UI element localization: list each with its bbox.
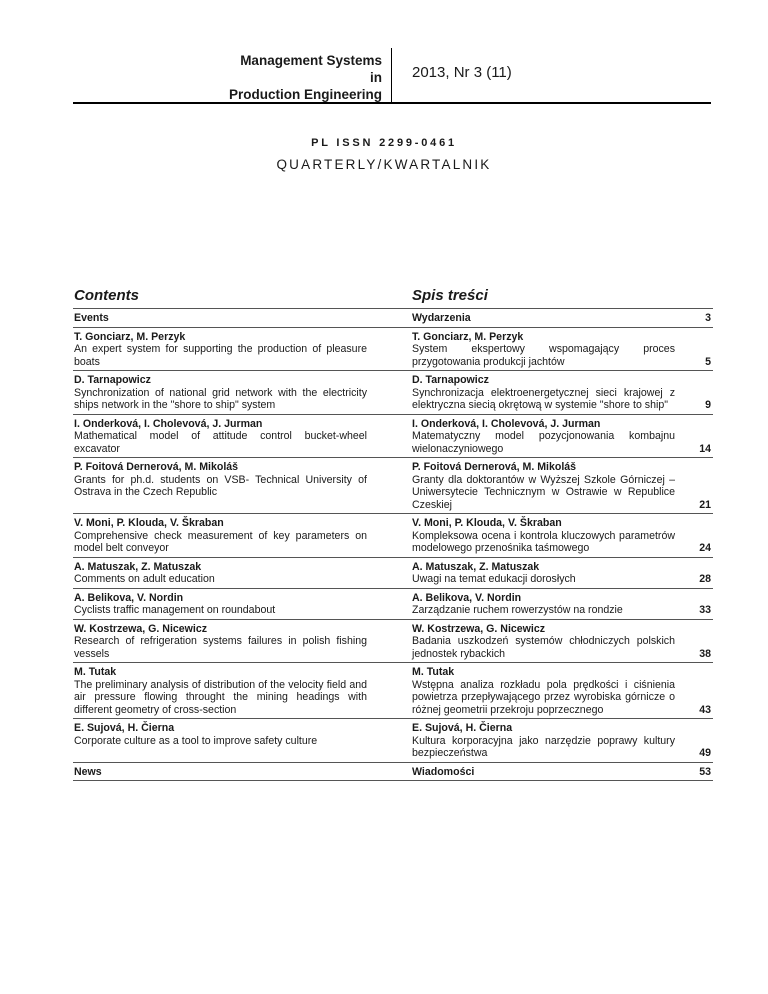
column-gap bbox=[367, 623, 411, 661]
page-number: 21 bbox=[699, 498, 711, 511]
toc-row bbox=[73, 557, 713, 588]
column-gap bbox=[367, 722, 411, 760]
author-names-en: E. Sujová, H. Čierna bbox=[74, 722, 175, 734]
article-title-en: Comprehensive check measurement of key parameters on model belt conveyor bbox=[74, 529, 367, 554]
toc-row bbox=[73, 762, 713, 782]
toc-row bbox=[73, 588, 713, 619]
article-title-en: Grants for ph.d. students on VSB- Technical University of Ostrava in the Czech Republic bbox=[74, 473, 367, 498]
author-names-pl: W. Kostrzewa, G. Nicewicz bbox=[412, 622, 546, 635]
toc-entry-en[interactable] bbox=[73, 722, 367, 760]
toc-entry-pl[interactable] bbox=[411, 766, 675, 779]
column-gap bbox=[367, 666, 411, 716]
article-title-pl: Badania uszkodzeń systemów chłodniczych polskich jednostek rybackich bbox=[412, 635, 675, 660]
article-title-pl: Zarządzanie ruchem rowerzystów na rondzie bbox=[412, 604, 623, 616]
article-title-en: Corporate culture as a tool to improve safety culture bbox=[74, 734, 318, 747]
toc-entry-pl[interactable] bbox=[411, 331, 675, 369]
article-title-en: Comments on adult education bbox=[74, 573, 215, 585]
issn: PL ISSN 2299-0461 bbox=[311, 137, 457, 149]
journal-name-line1: Management Systems bbox=[240, 53, 382, 68]
toc-entry-en[interactable] bbox=[73, 623, 367, 661]
spis-tresci-heading: Spis treści bbox=[412, 287, 488, 304]
column-gap bbox=[367, 592, 411, 617]
author-names-pl: A. Matuszak, Z. Matuszak bbox=[412, 560, 540, 573]
page-number: 3 bbox=[705, 312, 711, 324]
page-number: 14 bbox=[699, 442, 711, 455]
article-title-pl: Wiadomości bbox=[412, 765, 475, 778]
toc-row bbox=[73, 662, 713, 718]
author-names-en: D. Tarnapowicz bbox=[74, 374, 151, 386]
toc-entry-pl[interactable] bbox=[411, 666, 675, 716]
toc-row bbox=[73, 619, 713, 663]
column-gap bbox=[367, 418, 411, 456]
author-names-pl: M. Tutak bbox=[412, 666, 455, 678]
page-number: 49 bbox=[699, 747, 711, 759]
author-names-en: A. Belikova, V. Nordin bbox=[74, 591, 184, 604]
author-names-pl: A. Belikova, V. Nordin bbox=[412, 591, 522, 604]
page-number: 28 bbox=[699, 573, 711, 585]
toc-entry-pl[interactable] bbox=[411, 418, 675, 456]
page-number: 53 bbox=[699, 765, 711, 778]
author-names-en: W. Kostrzewa, G. Nicewicz bbox=[74, 622, 208, 635]
toc-entry-pl[interactable] bbox=[411, 722, 675, 760]
toc-entry-pl[interactable] bbox=[411, 592, 675, 617]
toc-entry-en[interactable] bbox=[73, 666, 367, 716]
page-number: 24 bbox=[699, 542, 711, 554]
toc-entry-pl[interactable] bbox=[411, 517, 675, 555]
author-names-en: T. Gonciarz, M. Perzyk bbox=[74, 330, 186, 343]
article-title-en: News bbox=[74, 765, 102, 778]
author-names-pl: P. Foitová Dernerová, M. Mikoláš bbox=[412, 461, 577, 473]
column-gap bbox=[367, 517, 411, 555]
toc-row bbox=[73, 327, 713, 371]
toc-entry-en[interactable] bbox=[73, 331, 367, 369]
column-gap bbox=[367, 461, 411, 511]
toc-entry-en[interactable] bbox=[73, 561, 367, 586]
article-title-en: Events bbox=[74, 312, 109, 324]
article-title-pl: Synchronizacja elektroenergetycznej sieci krajowej z elektryczna siecią okrętową w systemie "shore to ship" bbox=[412, 386, 675, 411]
column-gap bbox=[367, 331, 411, 369]
article-title-pl: Kompleksowa ocena i kontrola kluczowych parametrów modelowego przenośnika taśmowego bbox=[412, 529, 675, 554]
article-title-en: Synchronization of national grid network with the electricity ships network in the "shore to ship" system bbox=[74, 386, 367, 411]
toc-entry-en[interactable] bbox=[73, 461, 367, 511]
author-names-en: A. Matuszak, Z. Matuszak bbox=[74, 560, 202, 573]
toc-entry-pl[interactable] bbox=[411, 374, 675, 412]
contents-heading: Contents bbox=[74, 287, 139, 304]
column-gap bbox=[367, 374, 411, 412]
toc-entry-en[interactable] bbox=[73, 517, 367, 555]
journal-name bbox=[0, 52, 382, 103]
toc-entry-pl[interactable] bbox=[411, 561, 675, 586]
page-number: 9 bbox=[705, 399, 711, 411]
journal-name-line2: in bbox=[370, 70, 382, 85]
journal-name-line3: Production Engineering bbox=[228, 87, 382, 102]
header-rule bbox=[73, 102, 711, 104]
column-gap bbox=[367, 561, 411, 586]
article-title-en: Cyclists traffic management on roundabout bbox=[74, 604, 276, 616]
article-title-pl: Granty dla doktorantów w Wyższej Szkole Górniczej – Uniwersytecie Technicznym w Ostrawie w Republice Czeskiej bbox=[412, 473, 675, 511]
toc-entry-pl[interactable] bbox=[411, 312, 675, 325]
article-title-pl: Wydarzenia bbox=[412, 312, 471, 324]
article-title-en: The preliminary analysis of distribution of the velocity field and air pressure flowing throught the mining headings with different geometry of cross-section bbox=[74, 678, 367, 716]
page-number: 43 bbox=[699, 703, 711, 716]
toc-entry-en[interactable] bbox=[73, 766, 367, 779]
toc-row bbox=[73, 370, 713, 414]
toc-entry-en[interactable] bbox=[73, 592, 367, 617]
toc-row bbox=[73, 308, 713, 327]
author-names-pl: D. Tarnapowicz bbox=[412, 374, 489, 386]
author-names-pl: V. Moni, P. Klouda, V. Škraban bbox=[412, 517, 562, 529]
toc-row bbox=[73, 513, 713, 557]
toc-row bbox=[73, 718, 713, 762]
page-number: 5 bbox=[705, 355, 711, 368]
toc-entry-pl[interactable] bbox=[411, 461, 675, 511]
frequency: QUARTERLY/KWARTALNIK bbox=[276, 157, 492, 172]
author-names-pl: T. Gonciarz, M. Perzyk bbox=[412, 330, 524, 343]
toc-row bbox=[73, 414, 713, 458]
author-names-en: M. Tutak bbox=[74, 666, 117, 678]
header-divider bbox=[391, 48, 392, 104]
article-title-en: Mathematical model of attitude control bucket-wheel excavator bbox=[74, 430, 367, 455]
author-names-en: I. Onderková, I. Cholevová, J. Jurman bbox=[74, 417, 263, 430]
article-title-pl: Uwagi na temat edukacji dorosłych bbox=[412, 573, 576, 585]
toc-entry-pl[interactable] bbox=[411, 623, 675, 661]
article-title-en: Research of refrigeration systems failures in polish fishing vessels bbox=[74, 635, 367, 660]
article-title-pl: Matematyczny model pozycjonowania kombajnu wielonaczyniowego bbox=[412, 430, 675, 455]
page-number: 33 bbox=[699, 604, 711, 616]
toc-entry-en[interactable] bbox=[73, 418, 367, 456]
article-title-en: An expert system for supporting the production of pleasure boats bbox=[74, 343, 367, 368]
column-gap bbox=[367, 766, 411, 779]
article-title-pl: Wstępna analiza rozkładu pola prędkości i ciśnienia powietrza przepływającego przez wyrobiska górnicze o różnej geometrii przekroju poprzecznego bbox=[412, 678, 675, 716]
author-names-pl: I. Onderková, I. Cholevová, J. Jurman bbox=[412, 417, 601, 430]
toc-entry-en[interactable] bbox=[73, 374, 367, 412]
article-title-pl: Kultura korporacyjna jako narzędzie poprawy kultury bezpieczeństwa bbox=[412, 734, 675, 759]
column-gap bbox=[367, 312, 411, 325]
author-names-en: P. Foitová Dernerová, M. Mikoláš bbox=[74, 461, 239, 473]
author-names-en: V. Moni, P. Klouda, V. Škraban bbox=[74, 517, 224, 529]
toc-row bbox=[73, 457, 713, 513]
author-names-pl: E. Sujová, H. Čierna bbox=[412, 722, 513, 734]
table-of-contents bbox=[73, 308, 713, 781]
article-title-pl: System ekspertowy wspomagający proces przygotowania produkcji jachtów bbox=[412, 343, 675, 368]
page-number: 38 bbox=[699, 647, 711, 660]
toc-entry-en[interactable] bbox=[73, 312, 367, 325]
issue-number: 2013, Nr 3 (11) bbox=[412, 64, 512, 81]
